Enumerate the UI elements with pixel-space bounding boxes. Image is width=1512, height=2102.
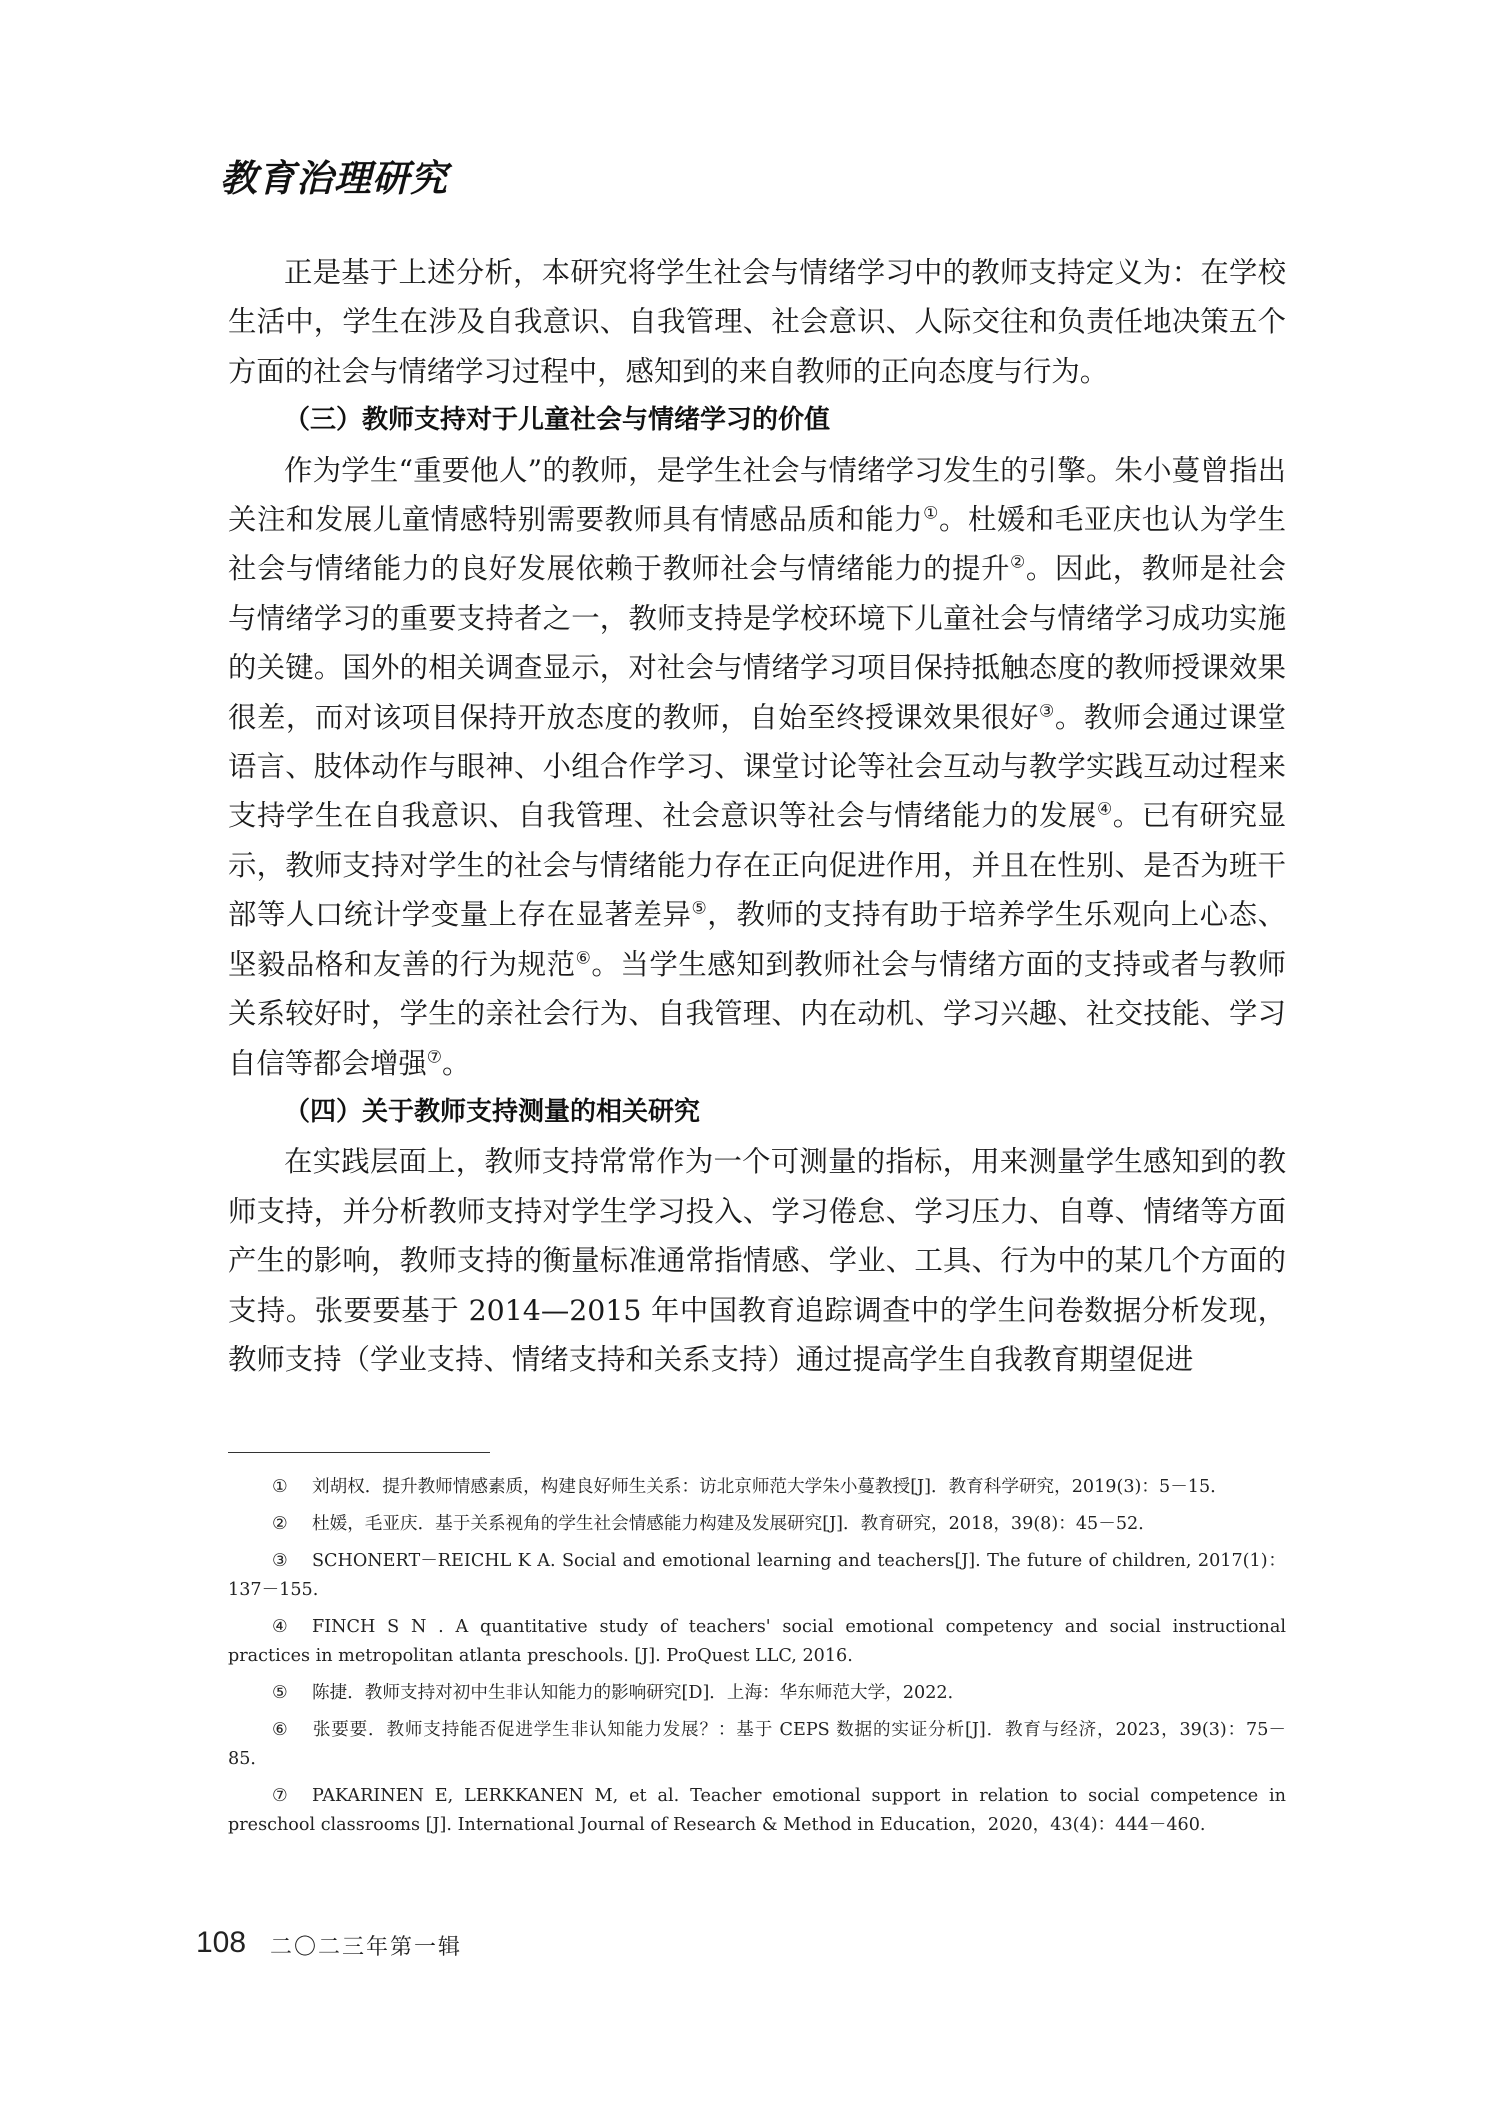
footnote-item xyxy=(228,1613,1286,1671)
footnote-text: SCHONERT－REICHL K A. Social and emotional learning and teachers[J]. The future of children, 2017(1)：137－155. xyxy=(228,1551,1286,1600)
footnote-text: 杜媛，毛亚庆．基于关系视角的学生社会情感能力构建及发展研究[J]．教育研究，2018，39(8)：45－52． xyxy=(312,1514,1156,1534)
section-heading-4: （四）关于教师支持测量的相关研究 xyxy=(284,1096,701,1127)
paragraph-text: 作为学生“重要他人”的教师，是学生社会与情绪学习发生的引擎。朱小蔓曾指出关注和发展儿童情感特别需要教师具有情感品质和能力 xyxy=(228,453,1286,537)
footnote-item xyxy=(228,1679,1286,1708)
paragraph-text: 。教师会通过课堂语言、肢体动作与眼神、小组合作学习、课堂讨论等社会互动与教学实践互动过程来支持学生在自我意识、自我管理、社会意识等社会与情绪能力的发展 xyxy=(228,700,1286,833)
footnote-mark: ① xyxy=(272,1477,288,1497)
footnote-mark: ② xyxy=(272,1514,288,1534)
journal-title: 教育治理研究 xyxy=(220,156,448,200)
article-body xyxy=(228,248,1286,1384)
paragraph-text: 。杜媛和毛亚庆也认为学生社会与情绪能力的良好发展依赖于教师社会与情绪能力的提升 xyxy=(228,503,1286,586)
footnote-ref-7[interactable]: ⑦ xyxy=(426,1047,442,1068)
footnote-text: FINCH S N . A quantitative study of teachers' social emotional competency and social instructional practices in metropolitan atlanta preschools. [J]. ProQuest LLC, 2016. xyxy=(228,1617,1286,1666)
section-heading-3: （三）教师支持对于儿童社会与情绪学习的价值 xyxy=(284,405,831,436)
paragraph-text: 。因此，教师是社会与情绪学习的重要支持者之一，教师支持是学校环境下儿童社会与情绪学习成功实施的关键。国外的相关调查显示，对社会与情绪学习项目保持抵触态度的教师授课效果很差，而对该项目保持开放态度的教师，自始至终授课效果很好 xyxy=(228,552,1286,734)
footnote-ref-6[interactable]: ⑥ xyxy=(575,948,592,969)
footnote-item xyxy=(228,1547,1286,1605)
footnote-divider xyxy=(228,1452,490,1453)
footnote-ref-2[interactable]: ② xyxy=(1010,552,1026,573)
footnote-item xyxy=(228,1510,1286,1539)
paragraph-text: 。 xyxy=(442,1046,471,1080)
footnote-text: 刘胡权．提升教师情感素质，构建良好师生关系：访北京师范大学朱小蔓教授[J]．教育科学研究，2019(3)：5－15． xyxy=(312,1477,1228,1497)
paragraph-measurement: 在实践层面上，教师支持常常作为一个可测量的指标，用来测量学生感知到的教师支持，并分析教师支持对学生学习投入、学习倦怠、学习压力、自尊、情绪等方面产生的影响，教师支持的衡量标准通常指情感、学业、工具、行为中的某几个方面的支持。张要要基于 2014—2015 年中国教育追踪调查中的学生问卷数据分析发现，教师支持（学业支持、情绪支持和关系支持）通过提高学生自我教育期望促进 xyxy=(228,1145,1286,1376)
footnote-ref-3[interactable]: ③ xyxy=(1039,701,1055,722)
paragraph-text: 。当学生感知到教师社会与情绪方面的支持或者与教师关系较好时，学生的亲社会行为、自我管理、内在动机、学习兴趣、社交技能、学习自信等都会增强 xyxy=(228,947,1286,1080)
footnote-mark: ⑦ xyxy=(272,1786,288,1806)
paragraph-text: 。已有研究显示，教师支持对学生的社会与情绪能力存在正向促进作用，并且在性别、是否为班干部等人口统计学变量上存在显著差异 xyxy=(228,799,1286,932)
footnote-item xyxy=(228,1473,1286,1502)
issue-label: 二〇二三年第一辑 xyxy=(270,1935,463,1960)
footnote-text: 陈捷．教师支持对初中生非认知能力的影响研究[D]．上海：华东师范大学，2022． xyxy=(312,1683,966,1703)
footnote-text: 张要要．教师支持能否促进学生非认知能力发展？：基于 CEPS 数据的实证分析[J]．教育与经济，2023，39(3)：75－85． xyxy=(228,1720,1286,1769)
footnote-mark: ⑥ xyxy=(272,1720,288,1740)
footnote-text: PAKARINEN E, LERKKANEN M, et al. Teacher emotional support in relation to social competence in preschool classrooms [J]. International Journal of Research & Method in Education，2020，43(4)：444－460. xyxy=(228,1786,1286,1835)
paragraph-text: ，教师的支持有助于培养学生乐观向上心态、坚毅品格和友善的行为规范 xyxy=(228,898,1286,981)
footnote-mark: ⑤ xyxy=(272,1683,288,1703)
paragraph-definition: 正是基于上述分析，本研究将学生社会与情绪学习中的教师支持定义为：在学校生活中，学生在涉及自我意识、自我管理、社会意识、人际交往和负责任地决策五个方面的社会与情绪学习过程中，感知到的来自教师的正向态度与行为。 xyxy=(228,256,1286,388)
footnote-item xyxy=(228,1782,1286,1840)
footnote-ref-4[interactable]: ④ xyxy=(1096,800,1113,820)
paragraph-teacher-support-value xyxy=(228,446,1286,1088)
footnote-mark: ③ xyxy=(272,1551,288,1571)
footnotes xyxy=(228,1473,1286,1848)
footnote-ref-5[interactable]: ⑤ xyxy=(691,898,708,919)
footnote-ref-1[interactable]: ① xyxy=(923,503,939,524)
page-number: 108 xyxy=(196,1926,247,1959)
footnote-mark: ④ xyxy=(272,1617,288,1637)
footnote-item xyxy=(228,1716,1286,1774)
